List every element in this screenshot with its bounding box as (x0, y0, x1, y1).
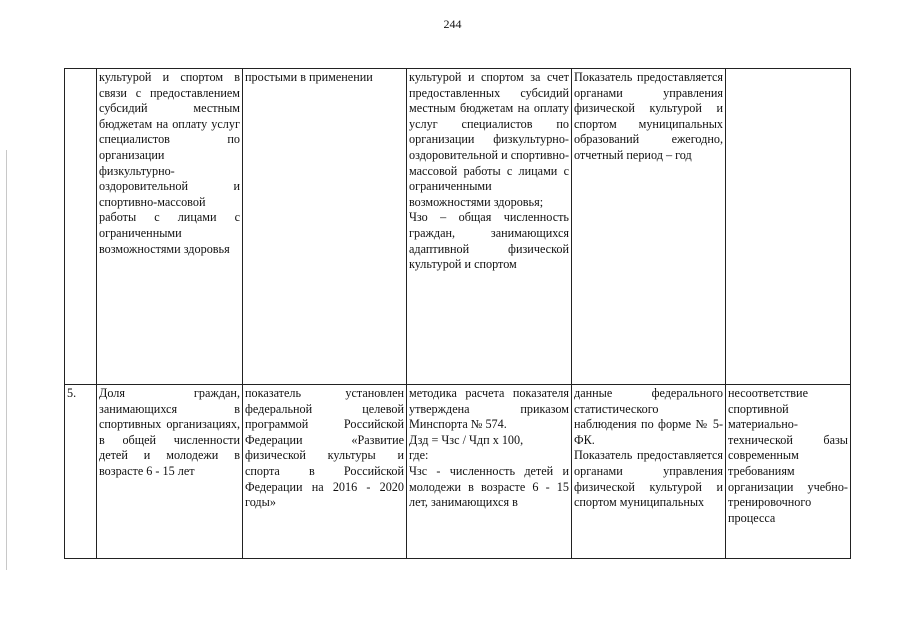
calculation-method (407, 385, 572, 559)
table-row (65, 69, 851, 385)
indicators-table (64, 68, 851, 559)
row-number (65, 69, 97, 385)
page-number: 244 (443, 17, 462, 31)
method-text: методика расчета показателя утверждена приказом Минспорта № 574. (409, 386, 569, 432)
indicator-name: культурой и спортом в связи с предоставлением субсидий местным бюджетам на оплату услуг специалистов по организации физкультурно-оздоровительной и спортивно-массовой работы с лицами с ограниченными возможностями здоровья (97, 69, 243, 385)
data-source-text: данные федерального статистического наблюдения по форме № 5-ФК. (574, 386, 723, 447)
method-extra: Чзс - численность детей и молодежи в возрасте 6 - 15 лет, занимающихся в (409, 463, 569, 510)
margin-mark (6, 150, 7, 570)
row-number: 5. (65, 385, 97, 559)
risks (726, 69, 851, 385)
table-row (65, 385, 851, 559)
method-extra: Чзо – общая численность граждан, занимающихся адаптивной физической культурой и спортом (409, 210, 569, 272)
calculation-method (407, 69, 572, 385)
method-text: культурой и спортом за счет предоставленных субсидий местным бюджетам на оплату услуг специалистов по организации физкультурно-оздоровительной и спортивно-массовой работы с лицами с ограниченными возможностями здоровья; (409, 70, 569, 209)
risks: несоответствие спортивной материально-технической базы современным требованиям организации учебно-тренировочного процесса (726, 385, 851, 559)
data-source (572, 385, 726, 559)
data-source: Показатель предоставляется органами управления физической культурой и спортом муниципальных образований ежегодно, отчетный период – год (572, 69, 726, 385)
data-source-extra: Показатель предоставляется органами управления физической культурой и спортом муниципальных (574, 448, 723, 510)
indicator-name: Доля граждан, занимающихся в спортивных организациях, в общей численности детей и молодежи в возрасте 6 - 15 лет (97, 385, 243, 559)
indicator-source: простыми в применении (243, 69, 407, 385)
method-where: где: (409, 448, 429, 463)
method-formula: Дзд = Чзс / Чдп х 100, (409, 432, 524, 447)
indicator-source: показатель установлен федеральной целевой программой Российской Федерации «Развитие физической культуры и спорта в Российской Федерации на 2016 - 2020 годы» (243, 385, 407, 559)
